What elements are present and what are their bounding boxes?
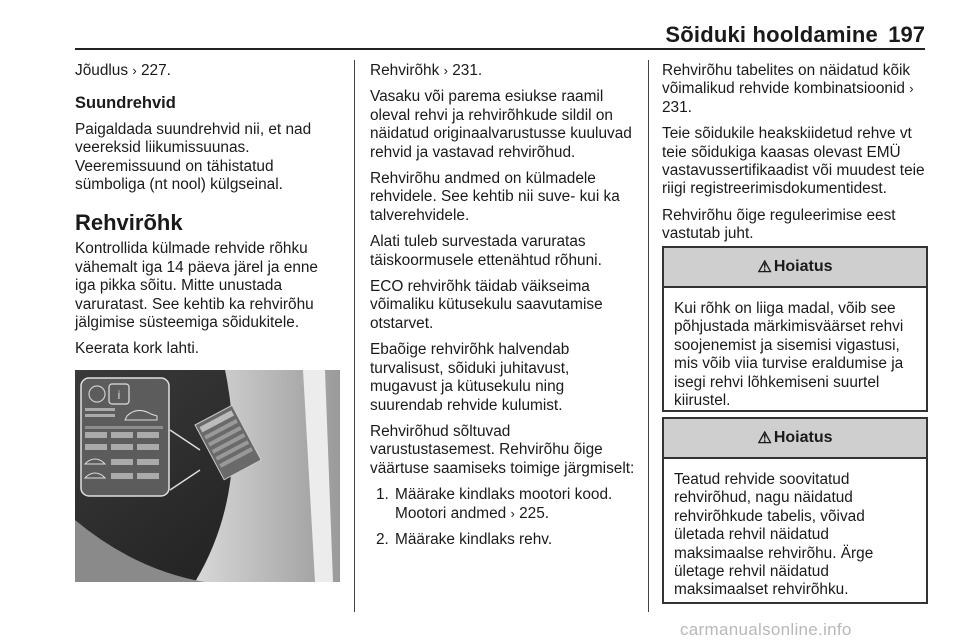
arrow-right-icon: › [443,63,448,78]
section-heading: Suundrehvid [75,94,176,113]
tire-pressure-ref: Rehvirõhk › 231. [370,62,483,79]
paragraph: Teie sõidukile heakskiidetud rehve vt teie sõidukiga kaasas olevast EMÜ vastavussertifikaadist või muudest teie riigi registreerimisdokumentidest. [662,125,925,198]
column-left [75,62,340,367]
column-divider [354,60,355,612]
column-middle [370,62,635,557]
paragraph: Ebaõige rehvirõhk halvendab turvalisust, sõiduki juhitavust, mugavust ja kütusekulu ning suurendab rehvide kulumist. [370,341,570,414]
warning-box [662,417,928,604]
tire-label-closeup [81,378,169,496]
paragraph: Rehvirõhu õige reguleerimise eest vastutab juht. [662,206,896,243]
tire-pressure-label-photo [75,370,340,582]
header-rule [75,48,925,50]
warning-header [664,248,926,288]
paragraph: Paigaldada suundrehvid nii, et nad veereksid liikumissuunas. Veeremissuund on tähistatud sümboliga (nt nool) külgseinal. [75,120,312,194]
paragraph: Rehvirõhu andmed on külmadele rehvidele. See kehtib nii suve- kui ka talverehvidele. [370,170,620,224]
paragraph: Keerata kork lahti. [75,340,200,358]
arrow-right-icon: › [510,505,515,521]
warning-triangle-icon: ⚠ [757,430,772,447]
watermark: carmanualsonline.info [680,620,852,639]
warning-header [664,419,926,459]
warning-text: Teatud rehvide soovitatud rehvirõhud, nagu näidatud rehvirõhkude tabelis, võivad ületada rehvil näidatud maksimaalse rehvirõhu. Ärge ületage rehvil näidatud maksimaalset rehvirõhku. [674,471,874,599]
list-item: 2. Määrake kindlaks rehv. [376,530,553,548]
paragraph: ECO rehvirõhk täidab väikseima võimaliku kütusekulu saavutamise otstarvet. [370,278,603,332]
warning-box [662,246,928,412]
column-divider [648,60,649,612]
warning-text: Kui rõhk on liiga madal, võib see põhjustada märkimisväärset rehvi soojenemist ja sisemisi vigastusi, mis võib viia turvise eraldumise ja isegi rehvi lõhkemiseni suurtel kiirustel. [674,300,904,410]
warning-title: Hoiatus [773,429,833,446]
performance-ref: Jõudlus › 227. [75,62,171,79]
warning-triangle-icon: ⚠ [757,259,772,276]
paragraph: Rehvirõhud sõltuvad varustustasemest. Rehvirõhu õige väärtuse saamiseks toimige järgmiselt: [370,422,635,477]
chapter-title: Sõiduki hooldamine [665,22,878,47]
column-right [662,62,927,252]
svg-text:i: i [117,388,121,402]
arrow-right-icon: › [909,81,914,97]
page-number: 197 [888,22,925,47]
warning-title: Hoiatus [773,258,833,275]
steps-list [370,486,635,549]
paragraph: Alati tuleb survestada varuratas täiskoormusele ettenähtud rõhuni. [370,233,602,269]
paragraph: Rehvirõhu tabelites on näidatud kõik võimalikud rehvide kombinatsioonid › 231. [662,62,914,116]
arrow-right-icon: › [132,63,137,78]
list-item: 1. Määrake kindlaks mootori kood. Mootori andmed › 225. [376,486,613,522]
door-frame-illustration [75,370,340,582]
section-heading: Rehvirõhk [75,210,183,236]
paragraph: Vasaku või parema esiukse raamil oleval rehvi ja rehvirõhkude sildil on näidatud originaalvarustusse kuuluvad rehvid ja vastavad rehvirõhud. [370,88,632,161]
paragraph: Kontrollida külmade rehvide rõhku vähemalt iga 14 päeva järel ja enne iga pikka sõitu. Mitte unustada varuratast. See kehtib ka rehvirõhu jälgimise süsteemiga sõidukitele. [75,240,318,332]
